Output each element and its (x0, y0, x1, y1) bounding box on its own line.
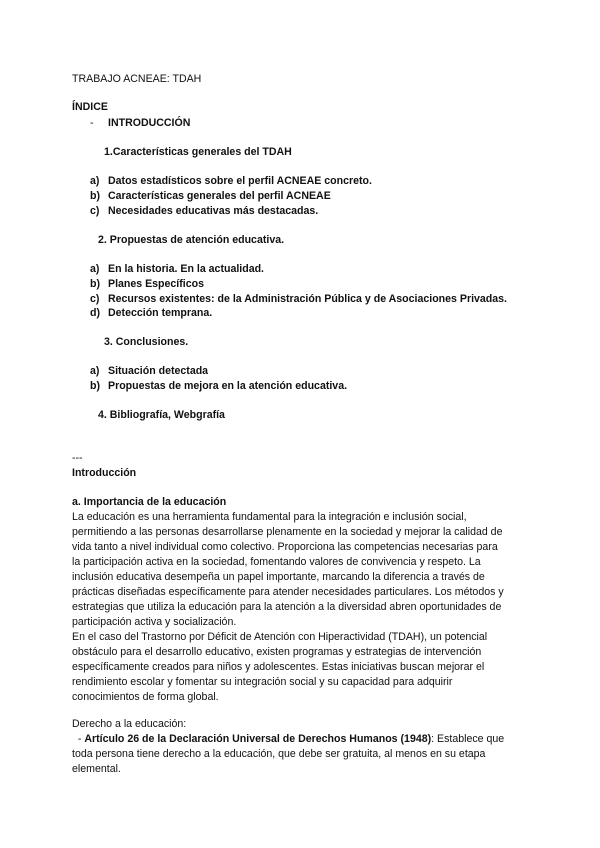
paragraph-line: conocimientos de forma global. (72, 691, 219, 703)
paragraph-line: vida tanto a nivel individual como colectivo. Proporciona las competencias necesarias para (72, 541, 498, 553)
index-section-1: 1.Características generales del TDAH (104, 146, 292, 158)
list-item: En la historia. En la actualidad. (108, 263, 265, 275)
separator: --- (72, 452, 83, 464)
index-intro: INTRODUCCIÓN (108, 117, 191, 129)
paragraph-line: la participación activa en la sociedad, fomentando valores de convivencia y respeto. La (72, 556, 481, 568)
paragraph-line: específicamente creados para niños y adolescentes. Estas iniciativas buscan mejorar el (72, 661, 485, 673)
article-reference: Artículo 26 de la Declaración Universal de Derechos Humanos (1948) (84, 733, 432, 745)
index-heading: ÍNDICE (72, 101, 108, 113)
list-item: Planes Específicos (108, 278, 204, 290)
paragraph-line: inclusión educativa desempeña un papel importante, marcando la diferencia a través de (72, 571, 485, 583)
paragraph-line: rendimiento escolar y fomentar su integración social y su capacidad para adquirir (72, 676, 453, 688)
list-item: Características generales del perfil ACNEAE (108, 190, 331, 202)
list-item: Propuestas de mejora en la atención educativa. (108, 380, 348, 392)
index-section-2: 2. Propuestas de atención educativa. (98, 234, 285, 246)
list-item-letter: a) (90, 365, 100, 377)
bullet-dash: - (72, 733, 85, 745)
list-item-letter: c) (90, 293, 100, 305)
paragraph-line: permitiendo a las personas desarrollarse plenamente en la sociedad y mejorar la calidad de (72, 526, 503, 538)
list-item: Recursos existentes: de la Administración Pública y de Asociaciones Privadas. (108, 293, 507, 305)
rights-article-line (72, 732, 504, 747)
list-item: Datos estadísticos sobre el perfil ACNEAE concreto. (108, 175, 372, 187)
list-item-letter: c) (90, 205, 100, 217)
paragraph-line: prácticas diseñadas específicamente para atender necesidades particulares. Los métodos y (72, 586, 504, 598)
intro-bullet: - (90, 117, 94, 129)
article-text: : Establece que (431, 733, 505, 745)
list-item-letter: b) (90, 190, 100, 202)
rights-heading: Derecho a la educación: (72, 718, 187, 730)
document-title: TRABAJO ACNEAE: TDAH (72, 73, 202, 85)
paragraph-line: toda persona tiene derecho a la educación, que debe ser gratuita, al menos en su etapa (72, 748, 486, 760)
index-section-4: 4. Bibliografía, Webgrafía (98, 409, 225, 421)
paragraph-line: estrategias que utiliza la educación para la atención a la diversidad abren oportunidades de (72, 601, 502, 613)
list-item: Necesidades educativas más destacadas. (108, 205, 319, 217)
paragraph-line: obstáculo para el desarrollo educativo, existen programas y estrategias de intervención (72, 646, 482, 658)
list-item: Detección temprana. (108, 307, 213, 319)
list-item: Situación detectada (108, 365, 209, 377)
index-section-3: 3. Conclusiones. (104, 336, 189, 348)
list-item-letter: b) (90, 380, 100, 392)
list-item-letter: d) (90, 307, 100, 319)
list-item-letter: a) (90, 175, 100, 187)
paragraph-line: La educación es una herramienta fundamental para la integración e inclusión social, (72, 511, 467, 523)
paragraph-line: En el caso del Trastorno por Déficit de Atención con Hiperactividad (TDAH), un potencial (72, 631, 488, 643)
list-item-letter: a) (90, 263, 100, 275)
paragraph-line: participación activa y socialización. (72, 616, 237, 628)
list-item-letter: b) (90, 278, 100, 290)
paragraph-line: elemental. (72, 763, 121, 775)
section-a-heading: a. Importancia de la educación (72, 496, 227, 508)
intro-heading: Introducción (72, 467, 137, 479)
